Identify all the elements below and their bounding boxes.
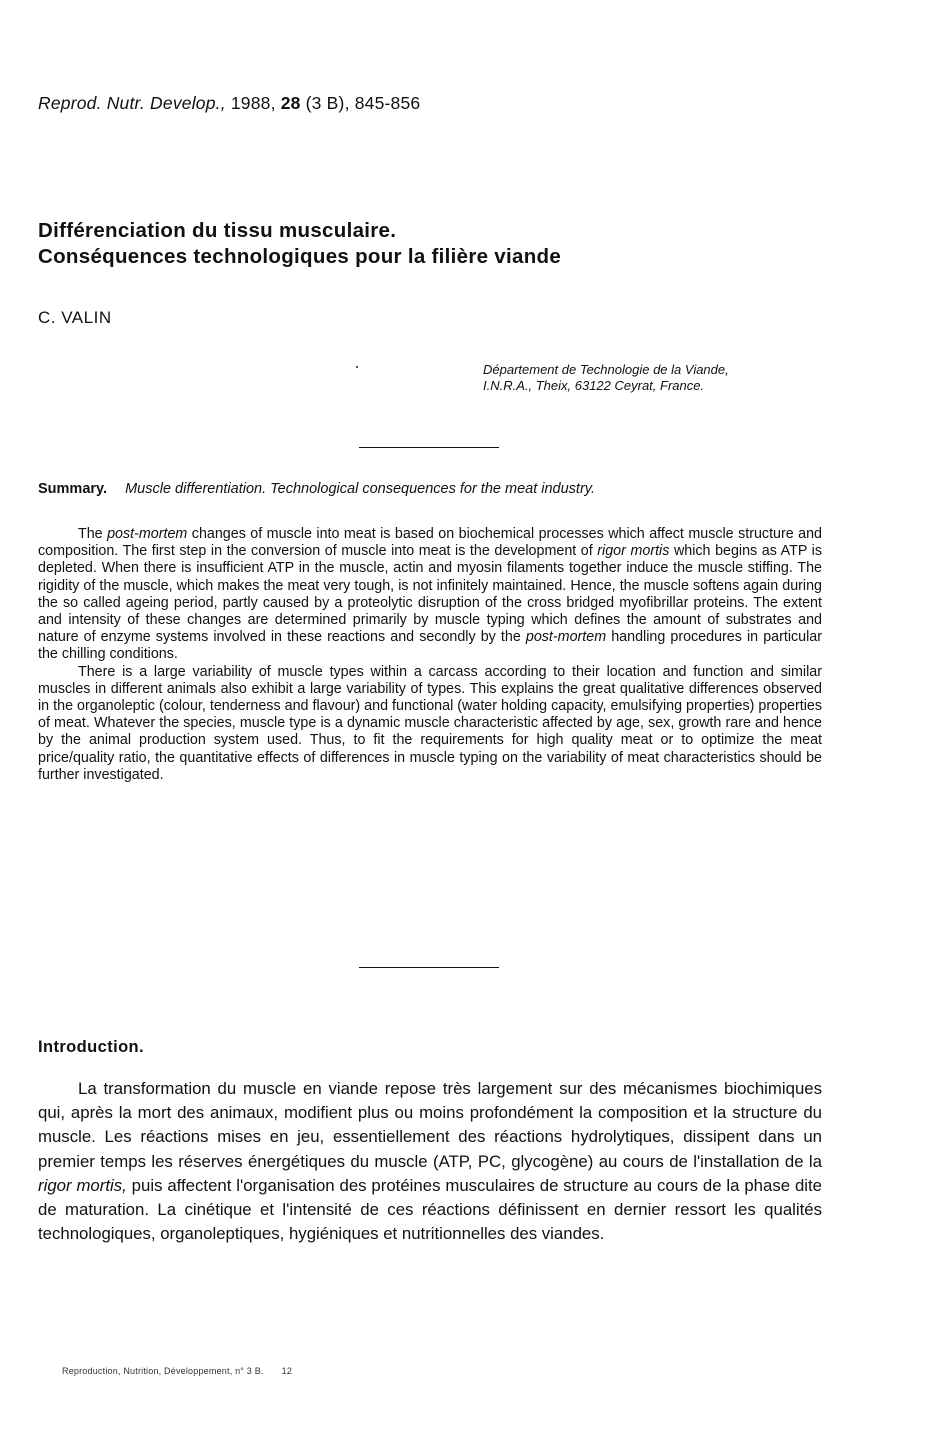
introduction-heading: Introduction. — [38, 1038, 145, 1056]
affiliation-line-1: Département de Technologie de la Viande, — [483, 362, 729, 377]
page-footer — [62, 1366, 292, 1376]
citation — [38, 93, 420, 114]
summary-italic: post-mortem — [107, 526, 188, 542]
citation-volume: 28 — [280, 93, 301, 113]
summary-paragraph-2: There is a large variability of muscle types within a carcass according to their location and function and similar muscles in different animals also exhibit a large variability of types. This explains the great qualitative differences observed in the organoleptic (colour, tenderness and flavour) and functional (water holding capacity, emulsifying properties) properties of meat. Whatever the species, muscle type is a dynamic muscle characteristic affected by age, sex, growth rare and hence by the animal production system used. Thus, to fit the requirements for high quality meat or to optimize the meat price/quality ratio, the quantitative effects of differences in muscle typing on the variability of meat characteristics should be further investigated. — [38, 663, 822, 783]
summary-italic: rigor mortis — [597, 543, 670, 560]
summary-heading — [38, 481, 824, 497]
summary-text: changes of muscle into meat is based on biochemical processes which affect muscle structure and composition. The first step in the conversion of muscle into meat is the development of — [38, 526, 823, 560]
author: C. VALIN — [38, 308, 112, 327]
citation-year: 1988, — [230, 93, 276, 113]
summary-italic: post-mortem — [525, 629, 607, 646]
speck-mark — [356, 366, 358, 368]
journal-name: Reprod. Nutr. Develop., — [38, 93, 226, 113]
introduction-paragraph — [38, 1077, 822, 1246]
title-line-1: Différenciation du tissu musculaire. — [38, 219, 397, 242]
footer-page-number: 12 — [281, 1366, 293, 1376]
summary-text: which begins as ATP is depleted. When there is insufficient ATP in the muscle, actin and myosin filaments together induce the muscle stiffing. The rigidity of the muscle, which makes the meat very tough, is not infinitely maintained. Hence, the muscle softens again during the so called ageing period, partly caused by a proteolytic disruption of the cross bridged myofibrillar proteins. The extent and intensity of these changes are determined primarily by muscle typing which defines the amount of substrates and nature of enzyme systems involved in these reactions and secondly by the — [38, 543, 823, 646]
summary-paragraph-1 — [38, 526, 822, 664]
intro-italic: rigor mortis, — [38, 1175, 127, 1195]
summary-english-title: Muscle differentiation. Technological consequences for the meat industry. — [125, 481, 595, 497]
paper-title — [38, 218, 561, 270]
summary-body — [38, 526, 822, 784]
summary-text: The — [78, 526, 108, 542]
top-divider — [359, 447, 499, 448]
introduction-body — [38, 1077, 822, 1246]
intro-text: La transformation du muscle en viande repose très largement sur des mécanismes biochimiques qui, après la mort des animaux, modifient plus ou moins profondément la composition et la structure du muscle. Les réactions mises en jeu, essentiellement des réactions hydrolytiques, dissipent dans un premier temps les réserves énergétiques du muscle (ATP, PC, glycogène) au cours de l'installation de la — [38, 1079, 822, 1171]
affiliation-line-2: I.N.R.A., Theix, 63122 Ceyrat, France. — [483, 378, 705, 393]
summary-text: handling procedures in particular the chilling conditions. — [38, 629, 823, 663]
citation-issue-pages: (3 B), 845-856 — [305, 93, 421, 113]
footer-text: Reproduction, Nutrition, Développement, n° 3 B. — [62, 1366, 264, 1376]
bottom-divider — [359, 967, 499, 968]
affiliation — [483, 362, 729, 394]
intro-text: puis affectent l'organisation des protéines musculaires de structure au cours de la phase dite de maturation. La cinétique et l'intensité de ces réactions définissent en dernier ressort les qualités technologiques, organoleptiques, hygiéniques et nutritionnelles des viandes. — [38, 1175, 823, 1244]
summary-label: Summary. — [38, 481, 108, 497]
title-line-2: Conséquences technologiques pour la filière viande — [38, 245, 562, 268]
